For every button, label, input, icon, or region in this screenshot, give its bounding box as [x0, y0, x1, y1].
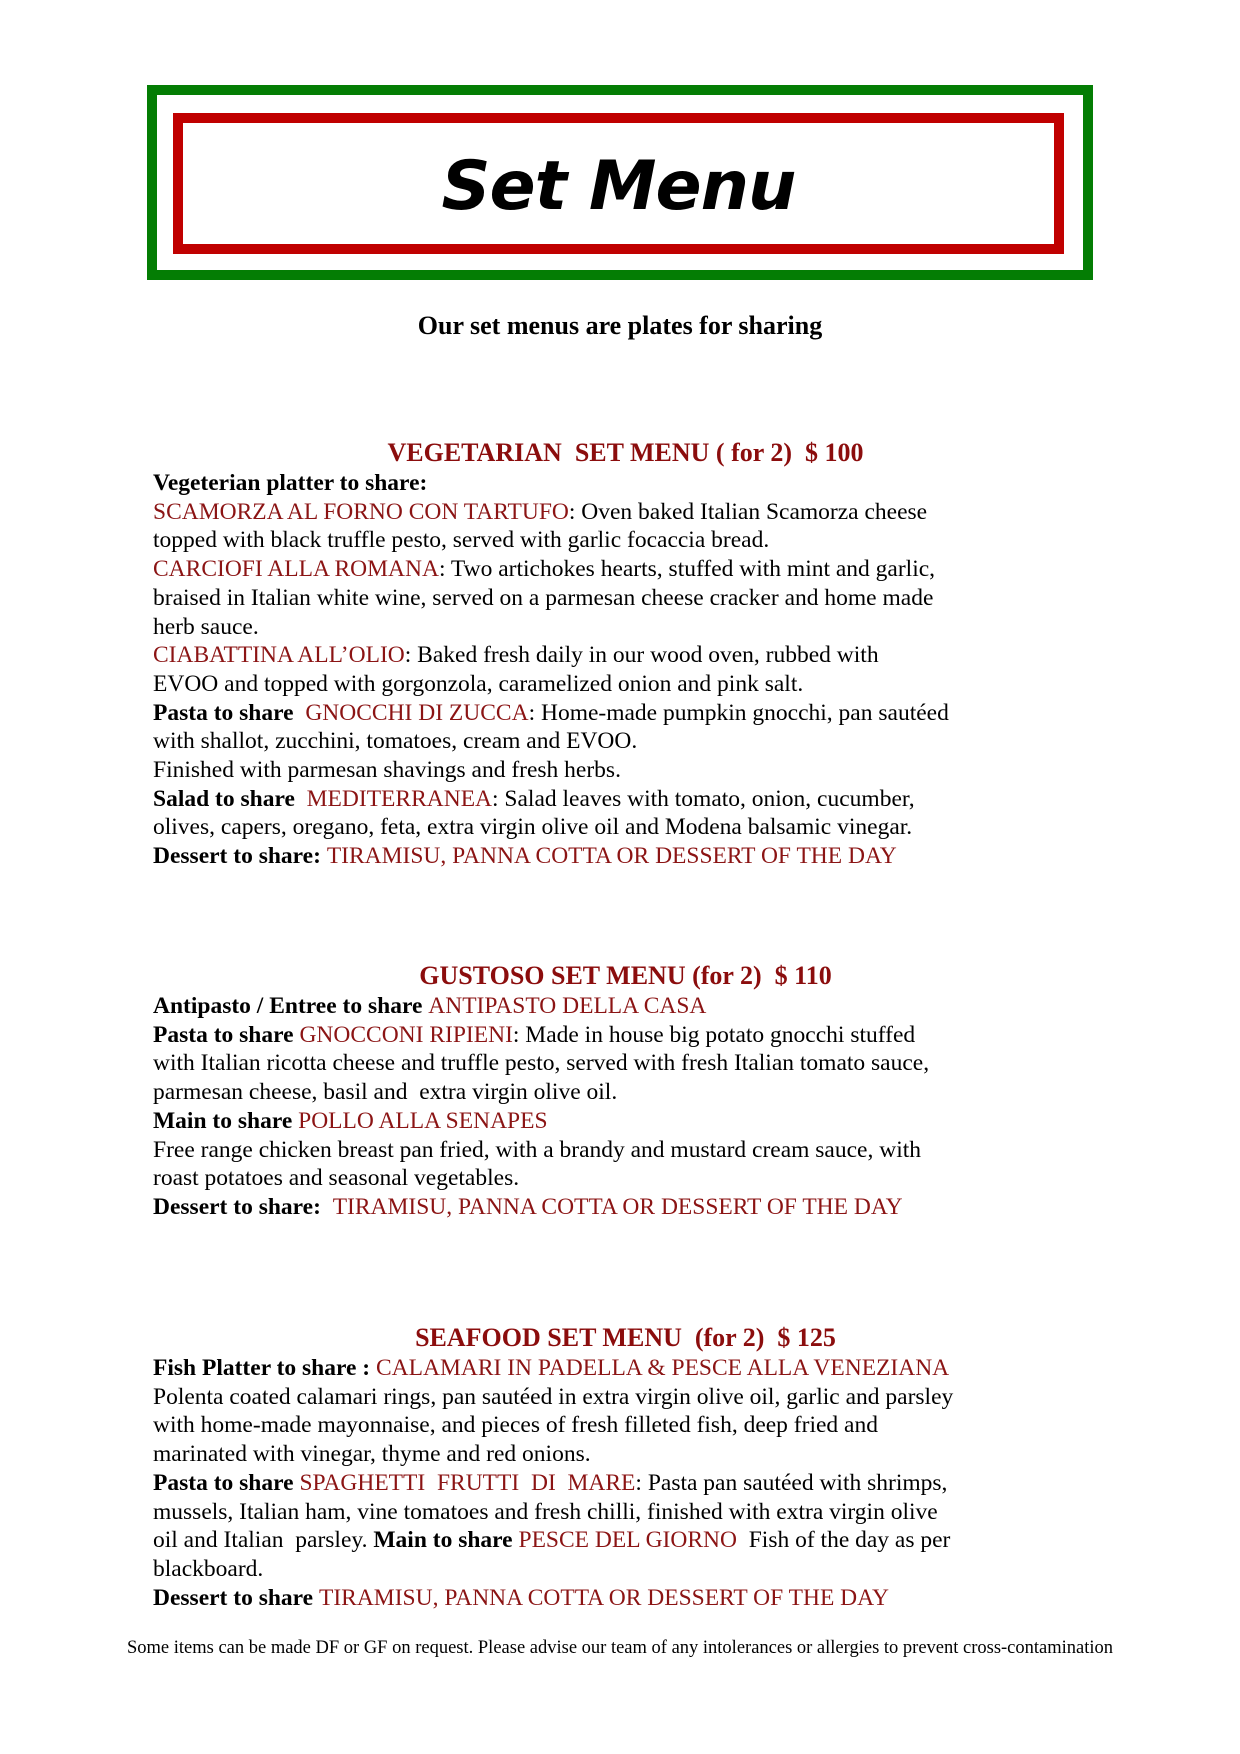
course-label: Pasta to share: [153, 1021, 300, 1048]
dish-description: : Salad leaves with tomato, onion, cucumber,: [492, 785, 915, 812]
menu-line: [153, 1078, 1113, 1107]
course-label: Dessert to share: [153, 1584, 319, 1611]
menu-section-seafood: [153, 1322, 1113, 1612]
dish-description: roast potatoes and seasonal vegetables.: [153, 1165, 520, 1192]
menu-line: [153, 756, 1113, 785]
dish-description: olives, capers, oregano, feta, extra virgin olive oil and Modena balsamic vinegar.: [153, 814, 913, 841]
dish-description: : Oven baked Italian Scamorza cheese: [568, 498, 928, 525]
course-label: Vegeterian platter to share:: [153, 470, 428, 496]
menu-line: [153, 1136, 1113, 1165]
menu-line: [153, 1498, 1113, 1527]
dish-description: marinated with vinegar, thyme and red onions.: [153, 1441, 591, 1468]
course-label: Antipasto / Entree to share: [153, 993, 429, 1019]
dish-name: CALAMARI IN PADELLA & PESCE ALLA VENEZIANA: [376, 1355, 950, 1381]
menu-line: [153, 1440, 1113, 1469]
menu-line: [153, 670, 1113, 699]
dish-description: Finished with parmesan shavings and fresh herbs.: [153, 757, 621, 784]
section-heading: GUSTOSO SET MENU (for 2) $ 110: [419, 961, 832, 990]
dish-name: SCAMORZA AL FORNO CON TARTUFO: [153, 498, 569, 525]
course-label: Dessert to share:: [153, 843, 327, 870]
dish-name: TIRAMISU, PANNA COTTA OR DESSERT OF THE DAY: [326, 843, 897, 870]
menu-line: [153, 1107, 1113, 1136]
course-label: Pasta to share: [153, 699, 306, 726]
dish-description: braised in Italian white wine, served on a parmesan cheese cracker and home made: [153, 584, 934, 611]
dish-description: with Italian ricotta cheese and truffle pesto, served with fresh Italian tomato sauce,: [153, 1050, 930, 1077]
menu-line: [153, 498, 1113, 527]
course-label: Dessert to share:: [153, 1193, 333, 1220]
dish-name: ANTIPASTO DELLA CASA: [428, 993, 707, 1019]
dish-description: herb sauce.: [153, 613, 259, 640]
dish-description: with home-made mayonnaise, and pieces of fresh filleted fish, deep fried and: [153, 1412, 878, 1439]
section-body: [153, 1354, 1113, 1612]
menu-line: [153, 813, 1113, 842]
course-label: Main to share: [153, 1107, 299, 1134]
menu-line: [153, 1021, 1113, 1050]
dish-name: SPAGHETTI FRUTTI DI MARE: [299, 1469, 636, 1496]
dish-description: blackboard.: [153, 1555, 264, 1582]
dish-description: : Made in house big potato gnocchi stuffed: [512, 1021, 916, 1048]
dish-name: MEDITERRANEA: [306, 785, 493, 812]
dish-name: GNOCCHI DI ZUCCA: [305, 699, 529, 726]
menu-line: [153, 1555, 1113, 1584]
dish-name: TIRAMISU, PANNA COTTA OR DESSERT OF THE DAY: [332, 1193, 903, 1220]
dish-name: PESCE DEL GIORNO: [518, 1527, 737, 1554]
dish-description: mussels, Italian ham, vine tomatoes and fresh chilli, finished with extra virgin olive: [153, 1498, 938, 1525]
menu-section-gustoso: [153, 960, 1113, 1222]
dish-description: : Two artichokes hearts, stuffed with mint and garlic,: [438, 556, 936, 583]
menu-line: [153, 1354, 1113, 1383]
dish-description: Polenta coated calamari rings, pan sautéed in extra virgin olive oil, garlic and parsley: [153, 1383, 954, 1410]
menu-line: [153, 613, 1113, 642]
menu-line: [153, 1411, 1113, 1440]
menu-line: [153, 584, 1113, 613]
dish-description: Free range chicken breast pan fried, with a brandy and mustard cream sauce, with: [153, 1136, 922, 1163]
menu-line: [153, 992, 1113, 1021]
menu-line: [153, 1526, 1113, 1555]
dish-description: parmesan cheese, basil and extra virgin olive oil.: [153, 1079, 618, 1106]
section-heading: VEGETARIAN SET MENU ( for 2) $ 100: [387, 438, 864, 467]
dish-description: : Pasta pan sautéed with shrimps,: [635, 1469, 948, 1496]
menu-line: [153, 1049, 1113, 1078]
menu-line: [153, 469, 1113, 498]
menu-line: [153, 1584, 1113, 1613]
dish-description: : Home-made pumpkin gnocchi, pan sautéed: [528, 699, 949, 726]
dish-name: TIRAMISU, PANNA COTTA OR DESSERT OF THE DAY: [318, 1584, 889, 1611]
menu-line: [153, 641, 1113, 670]
section-heading: SEAFOOD SET MENU (for 2) $ 125: [415, 1323, 836, 1352]
menu-line: [153, 785, 1113, 814]
menu-line: [153, 842, 1113, 871]
page-title: Set Menu: [441, 147, 796, 226]
menu-line: [153, 1164, 1113, 1193]
dish-name: CARCIOFI ALLA ROMANA: [153, 556, 439, 583]
dish-description: Fish of the day as per: [736, 1527, 951, 1554]
course-label: Fish Platter to share :: [153, 1355, 376, 1381]
dish-name: POLLO ALLA SENAPES: [298, 1107, 548, 1134]
menu-line: [153, 727, 1113, 756]
menu-line: [153, 1469, 1113, 1498]
menu-line: [153, 699, 1113, 728]
header-frame-red: [173, 113, 1064, 254]
dish-description: oil and Italian parsley.: [153, 1527, 374, 1554]
menu-line: [153, 1193, 1113, 1222]
section-body: [153, 992, 1113, 1222]
dish-description: with shallot, zucchini, tomatoes, cream and EVOO.: [153, 728, 638, 755]
allergy-notice: Some items can be made DF or GF on request. Please advise our team of any intolerances or allergies to prevent cross-contamination: [126, 1638, 1114, 1658]
menu-line: [153, 1383, 1113, 1412]
course-label: Pasta to share: [153, 1469, 300, 1496]
dish-description: topped with black truffle pesto, served with garlic focaccia bread.: [153, 527, 770, 554]
menu-section-vegetarian: [153, 437, 1113, 871]
section-body: [153, 469, 1113, 871]
dish-name: GNOCCONI RIPIENI: [299, 1021, 513, 1048]
course-label: Main to share: [373, 1527, 519, 1554]
menu-line: [153, 526, 1113, 555]
dish-name: CIABATTINA ALL’OLIO: [153, 642, 405, 669]
menu-line: [153, 555, 1113, 584]
course-label: Salad to share: [153, 785, 307, 812]
dish-description: EVOO and topped with gorgonzola, caramelized onion and pink salt.: [153, 670, 804, 697]
subtitle: Our set menus are plates for sharing: [417, 311, 823, 340]
dish-description: : Baked fresh daily in our wood oven, rubbed with: [404, 642, 879, 669]
